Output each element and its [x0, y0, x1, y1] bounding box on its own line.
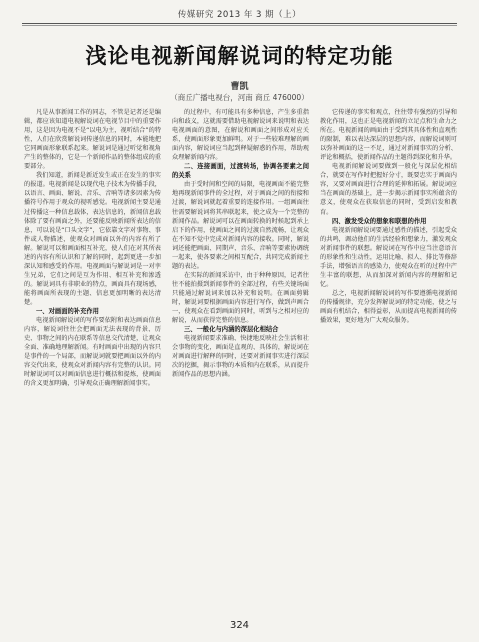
section-heading: 一、对画面的补充作用	[36, 308, 99, 316]
column-3	[320, 108, 457, 598]
section-heading: 二、连接画面，过渡转场，协调各要素之间的关系	[172, 163, 309, 180]
body-paragraph: 我们知道，新闻是新近发生或正在发生的事实的报道。电视新闻是以现代电子技术为传播手段，以语言、画面、解说、音乐、音响等诸多因素为传播符号作用于观众的视听感觉。电视新闻主要是通过传播这一种信息载体，表达信息的，新闻信息载体除了要有画面之外，还要能反映新闻所表达的信息，可以说是“口头文字”，它依靠文字对事物、事件或人物描述，使观众对画面以外的内容有所了解。解说可以和画面相互补充，使人们在对其所表述的内容有所认识和了解的同时，起到更进一步加深认知和感受的作用。电视画面与解说词是一对孪生兄弟，它们之间是互为作用、相互补充和渗透的。解说词具有非职业的特点，画面具有现场感，能将画面所表现的主题、信息更加明晰的表达清楚。	[24, 172, 161, 306]
section-heading: 四、激发受众的想象和联想的作用	[332, 217, 427, 225]
body-paragraph: 电视新闻要求准确、快捷地反映社会生活和社会事物的变化，画面是直观的、具体的，解说词在对画面进行解释的同时，还要对新闻事实进行深层次的挖掘，揭示事物的本质和内在联系，从而提升新闻作品的思想内涵。	[172, 335, 309, 379]
journal-header-bar	[0, 0, 479, 22]
body-paragraph: 凡是从事新闻工作的同志，不管是记者还是编辑，都应该知道电视解说词在电视节目中的重要作用，这是因为电视不是“以电为主，视听结合”的特性，人们在欣赏解说词传递信息的同时，本能地把它同画面形象联系起来。解说词是通过听觉和视角产生的整体的，它是一个新闻作品的整体组成的重要部分。	[24, 109, 161, 171]
article-body	[24, 108, 457, 598]
body-paragraph: 电视新闻解说词要通过感性的描述，引起受众的共鸣，调动他们的生活经验和想象力，激发观众对新闻事件的联想。解说词在写作中应当注意语言的形象性和生动性，运用比喻、拟人、排比等修辞手法，增强语言的感染力，使观众在听的过程中产生丰富的联想，从而加深对新闻内容的理解和记忆。	[320, 226, 457, 288]
header-rule	[22, 23, 457, 24]
body-paragraph: 它传递的事实和观点，往往带有强烈的引导和教化作用，这也正是电视新闻的立足点和生命力之所在。电视新闻的画面由于受到其具体性和直观性的限制，难以表达深层的思想内容，而解说词则可以弥补画面的这一不足，通过对新闻事实的分析、评论和概括，使新闻作品的主题得到深化和升华。	[320, 109, 457, 162]
article-title: 浅论电视新闻解说词的特定功能	[85, 44, 394, 68]
body-paragraph: 电视新闻解说词要做到一般化与深层化相结合，就要在写作时把握好分寸，既要忠实于画面内容，又要对画面进行合理的延伸和拓展。解说词应当在画面的基础上，进一步揭示新闻事实所蕴含的意义，使观众在获取信息的同时，受到启发和教育。	[320, 163, 457, 216]
journal-header: 传媒研究 2013 年 3 期（上）	[177, 10, 302, 20]
column-2	[172, 108, 309, 598]
body-paragraph: 电视新闻解说词的写作要依附和表达画面信息内容，解说词往往会把画面无法表现的背景、历史、事物之间的内在联系等信息交代清楚，让观众全面、准确地理解新闻。有时画面中出现的内容只是事件的一个局部，而解说词就要把画面以外的内容交代出来，使观众对新闻内容有完整的认识。同时解说词可以对画面信息进行概括和提炼，使画面的含义更加明确，引导观众正确理解新闻事实。	[24, 317, 161, 388]
header-rule-thin	[22, 25, 457, 26]
page-number: 324	[229, 620, 250, 631]
column-1	[24, 108, 161, 598]
body-paragraph: 在实际的新闻采访中，由于种种原因，记者往往不能拍摄到新闻事件的全部过程，有些关键场面只能通过解说词来加以补充和说明。在画面剪辑时，解说词要根据画面内容进行写作，做到声画合一，使观众在看到画面的同时，听到与之相对应的解说，从而获得完整的信息。	[172, 271, 309, 325]
body-paragraph: 总之，电视新闻解说词的写作要遵循电视新闻的传播规律，充分发挥解说词的特定功能，使之与画面有机结合，相得益彰，从而提高电视新闻的传播效果，更好地为广大观众服务。	[320, 289, 457, 325]
section-heading: 三、一般化与内涵的深层化相结合	[184, 326, 279, 334]
author-name: 曹凯	[230, 82, 249, 92]
body-paragraph: 的过程中，有可能具有多种信息，产生多重指向和歧义，这就需要借助电视解说词来说明和表达电视画面的意图，在解说和画面之间形成对应关系，使画面形象更加鲜明。对于一些较难理解的画面内容，解说词应当起到释疑解惑的作用，帮助观众理解新闻内容。	[172, 109, 309, 162]
body-paragraph: 由于受时间和空间的局限，电视画面不能完整地再现新闻事件的全过程，对于画面之间的衔接和过渡，解说词就起着重要的连接作用。一组画面往往需要解说词将其串联起来，使之成为一个完整的新闻作品。解说词可以在画面转换的时候起到承上启下的作用，使画面之间的过渡自然流畅，让观众在不知不觉中完成对新闻内容的接收。同时，解说词还能把画面、同期声、音乐、音响等要素协调统一起来，使各要素之间相互配合，共同完成新闻主题的表达。	[172, 181, 309, 270]
author-affiliation: （商丘广播电视台，河南 商丘 476000）	[170, 93, 309, 102]
